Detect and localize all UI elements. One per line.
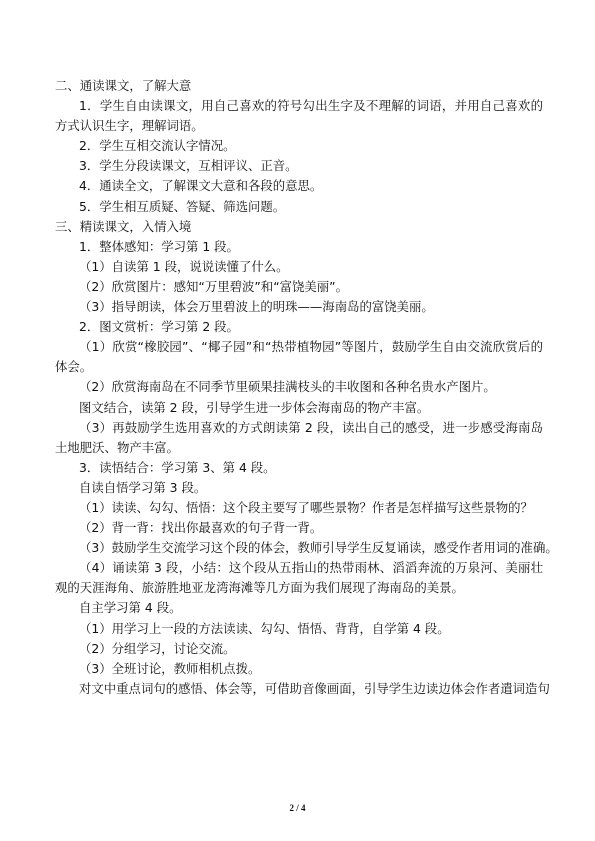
paragraph-line: （1）自读第 1 段，说说读懂了什么。: [79, 258, 289, 274]
paragraph-line: 图文结合，读第 2 段，引导学生进一步体会海南岛的物产丰富。: [79, 399, 430, 415]
paragraph-line: （1）读读、勾勾、悟悟：这个段主要写了哪些景物？作者是怎样描写这些景物的？: [79, 499, 533, 515]
paragraph-line: （2）分组学习，讨论交流。: [79, 640, 236, 656]
paragraph-line: （3）指导朗读，体会万里碧波上的明珠——海南岛的富饶美丽。: [79, 299, 434, 315]
document-body: [55, 76, 558, 699]
section-heading: 二、通读课文，了解大意: [55, 78, 192, 93]
paragraph-line: 3．读悟结合：学习第 3、第 4 段。: [79, 459, 276, 475]
page-number: 2 / 4: [289, 803, 306, 813]
paragraph-line: 2．图文赏析：学习第 2 段。: [79, 319, 239, 335]
paragraph-line: （3）全班讨论，教师相机点拨。: [79, 660, 261, 676]
paragraph-line: 2．学生互相交流认字情况。: [79, 138, 236, 154]
paragraph-line: 1．学生自由读课文，用自己喜欢的符号勾出生字及不理解的词语，并用自己喜欢的方式认识生字，理解词语。: [55, 98, 543, 134]
paragraph-line: 自读自悟学习第 3 段。: [79, 479, 207, 495]
paragraph-line: （1）欣赏“橡胶园”、“椰子园”和“热带植物园”等图片，鼓励学生自由交流欣赏后的体会。: [55, 339, 543, 375]
paragraph-line: （1）用学习上一段的方法读读、勾勾、悟悟、背背，自学第 4 段。: [79, 620, 450, 636]
paragraph-line: （4）诵读第 3 段，小结：这个段从五指山的热带雨林、滔滔奔流的万泉河、美丽壮观的天涯海角、旅游胜地亚龙湾海滩等几方面为我们展现了海南岛的美景。: [55, 560, 543, 596]
paragraph-line: 3．学生分段读课文，互相评议、正音。: [79, 158, 298, 174]
section-heading: 三、精读课文，入情入境: [55, 218, 192, 234]
paragraph-line: （2）欣赏海南岛在不同季节里硕果挂满枝头的丰收图和各种名贵水产图片。: [79, 379, 496, 395]
paragraph-line: 1．整体感知：学习第 1 段。: [79, 238, 239, 254]
paragraph-line: 5．学生相互质疑、答疑、筛选问题。: [79, 198, 286, 214]
paragraph-line: 自主学习第 4 段。: [79, 600, 182, 616]
paragraph-line: （3）鼓励学生交流学习这个段的体会，教师引导学生反复诵读，感受作者用词的准确。: [79, 540, 558, 556]
paragraph-line: 对文中重点词句的感悟、体会等，可借助音像画面，引导学生边读边体会作者遣词造句: [79, 680, 550, 696]
paragraph-line: （2）欣赏图片：感知“万里碧波”和“富饶美丽”。: [79, 278, 348, 294]
paragraph-line: 4．通读全文，了解课文大意和各段的意思。: [79, 178, 323, 194]
paragraph-line: （3）再鼓励学生选用喜欢的方式朗读第 2 段，读出自己的感受，进一步感受海南岛土地肥沃、物产丰富。: [55, 419, 543, 455]
paragraph-line: （2）背一背：找出你最喜欢的句子背一背。: [79, 520, 323, 536]
